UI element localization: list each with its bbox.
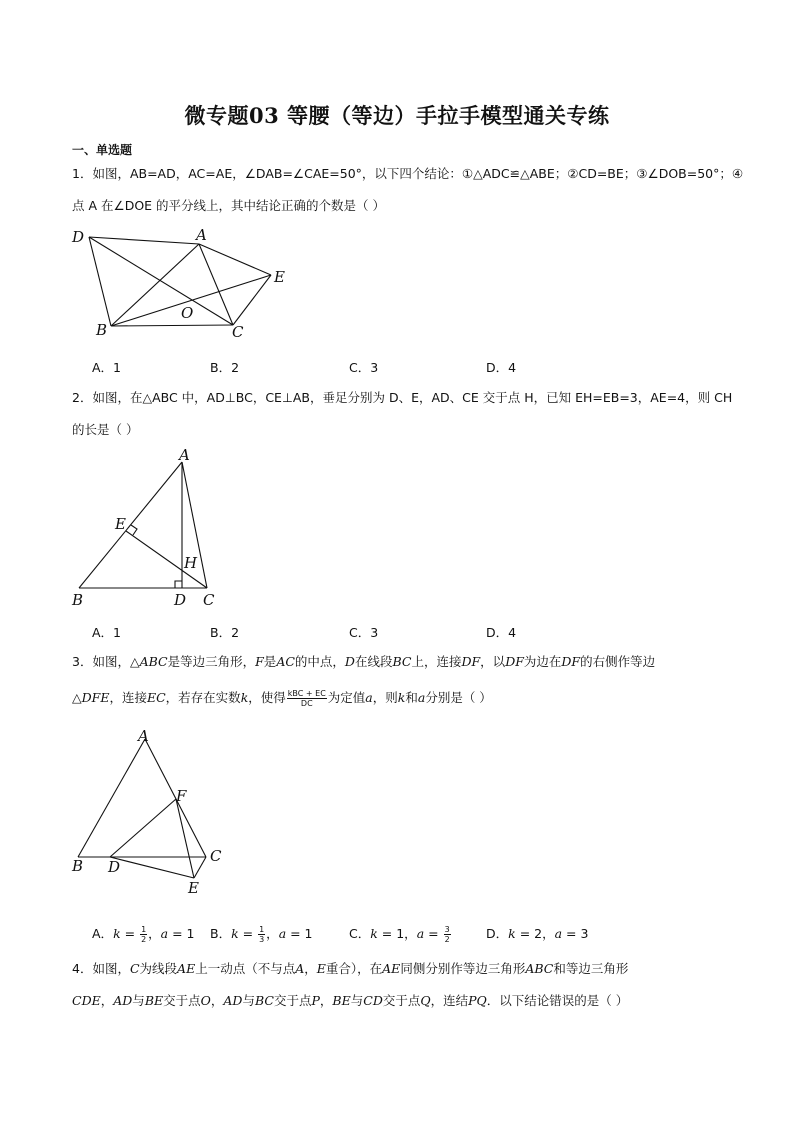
q3-option-c-letter: C． (349, 926, 371, 941)
q3-option-c-k: k (370, 926, 378, 941)
q3-num: 3．如图， (72, 654, 130, 669)
q4-pq: PQ (468, 993, 487, 1008)
q3-fraction-numerator: kBC + EC (287, 689, 326, 698)
q3-segment-ce (194, 857, 206, 878)
q1-option-d[interactable]: D．4 (486, 360, 517, 375)
q3-option-c[interactable] (349, 924, 452, 944)
q4-l2-t10: ，连结 (430, 993, 469, 1008)
q3-fraction (287, 689, 327, 708)
q1-figure (70, 226, 300, 344)
q4-text-line1 (72, 961, 628, 977)
q3-segment-fe (176, 799, 194, 878)
q3-label-e: E (188, 879, 199, 897)
q1-label-d: D (72, 228, 85, 246)
q2-label-d: D (174, 591, 187, 609)
q4-abc: ABC (525, 961, 554, 976)
q3-t4: 的中点， (294, 654, 345, 669)
q4-t3: ， (304, 961, 317, 976)
q4-ad: AD (113, 993, 133, 1008)
q1-option-c[interactable]: C．3 (349, 360, 379, 375)
q4-l2-t5: 与 (242, 993, 255, 1008)
q4-l2-t2: 与 (132, 993, 145, 1008)
q3-label-f: F (176, 787, 187, 805)
q2-label-a: A (179, 446, 190, 464)
q3-k2: k (397, 690, 406, 705)
q3-option-d-eq2: = 3 (562, 926, 589, 941)
q3-option-b-fraction (258, 925, 265, 944)
q4-l2-t1: ， (100, 993, 114, 1008)
q3-t2: 是等边三角形， (167, 654, 256, 669)
q4-l2-t11: ．以下结论错误的是（ ） (486, 993, 629, 1008)
q3-option-a-k: k (113, 926, 121, 941)
q3-l2-tri: △ (72, 690, 82, 705)
q3-option-b-sep: ， (266, 926, 279, 941)
q3-option-a-den: 2 (141, 935, 147, 944)
q3-option-d-letter: D． (486, 926, 509, 941)
q3-l2-t6: 和 (405, 690, 418, 705)
q4-ad2: AD (223, 993, 243, 1008)
q3-option-b-den: 3 (259, 935, 265, 944)
q4-c: C (129, 961, 140, 976)
q3-df: DF (461, 654, 481, 669)
q4-bc: BC (254, 993, 274, 1008)
q3-abc: ABC (139, 654, 168, 669)
q3-option-a-num: 1 (141, 925, 147, 934)
q1-label-a: A (196, 226, 207, 244)
q2-label-c: C (203, 591, 215, 609)
q4-num: 4．如图， (72, 961, 130, 976)
q4-cde: CDE (72, 993, 101, 1008)
q1-option-b[interactable]: B．2 (210, 360, 240, 375)
q4-l2-t7: ， (319, 993, 333, 1008)
q3-l2-t7: 分别是（ ） (425, 690, 492, 705)
q3-option-b-num: 1 (259, 925, 265, 934)
q3-t1: △ (129, 654, 140, 669)
q3-option-a-letter: A． (92, 926, 114, 941)
q3-fraction-denominator: DC (300, 699, 313, 708)
q3-text-line2 (72, 689, 492, 708)
q4-e: E (316, 961, 326, 976)
q3-segment-df (110, 799, 176, 857)
q3-option-a-sep: ， (148, 926, 161, 941)
q3-option-b[interactable] (210, 924, 313, 944)
q3-segment-ab (78, 739, 145, 857)
q1-segment-dc (89, 237, 233, 325)
q3-option-a-eq2: = 1 (168, 926, 195, 941)
q4-ae2: AE (382, 961, 401, 976)
q3-l2-t5: ，则 (372, 690, 398, 705)
q3-dfe: DFE (81, 690, 110, 705)
q3-segment-de (110, 857, 194, 878)
q2-text-line1: 2．如图，在△ABC 中，AD⊥BC，CE⊥AB，垂足分别为 D、E，AD、CE 交于点 H，已知 EH=EB=3，AE=4，则 CH (72, 390, 733, 405)
q2-segment-ba (79, 462, 182, 588)
q4-l2-t9: 交于点 (382, 993, 421, 1008)
q3-bc: BC (392, 654, 412, 669)
q4-q: Q (420, 993, 431, 1008)
q4-p: P (311, 993, 320, 1008)
q3-df2: DF (505, 654, 524, 669)
q3-figure (70, 725, 240, 900)
q2-label-h: H (184, 554, 198, 572)
q3-option-d-eq1: = 2， (515, 926, 555, 941)
q3-option-d-k: k (508, 926, 516, 941)
q4-l2-t8: 与 (350, 993, 364, 1008)
q1-segment-bd (89, 237, 111, 326)
q3-label-a: A (138, 727, 149, 745)
q1-segment-cb (111, 325, 233, 326)
q3-l2-t2: ，若存在实数 (165, 690, 241, 705)
q3-option-a-a: a (160, 926, 169, 941)
q3-a: a (365, 690, 373, 705)
q4-l2-t3: 交于点 (163, 993, 201, 1008)
q3-a2: a (417, 690, 426, 705)
q1-label-c: C (232, 323, 244, 341)
q2-option-c[interactable]: C．3 (349, 625, 379, 640)
q1-text-line1: 1．如图，AB=AD，AC=AE，∠DAB=∠CAE=50°，以下四个结论：①△ADC≌△ABE；②CD=BE；③∠DOB=50°；④ (72, 166, 744, 181)
q4-be: BE (144, 993, 164, 1008)
q4-t1: 为线段 (139, 961, 178, 976)
q4-be2: BE (332, 993, 351, 1008)
q2-option-a[interactable]: A．1 (92, 625, 122, 640)
q1-label-e: E (274, 268, 285, 286)
q4-t5: 同侧分别作等边三角形 (400, 961, 526, 976)
q2-text-line2: 的长是（ ） (72, 422, 139, 437)
q2-right-angle-e (131, 525, 137, 535)
q2-option-d[interactable]: D．4 (486, 625, 517, 640)
q3-option-c-num: 3 (444, 925, 450, 934)
q1-segment-da (89, 237, 199, 244)
q2-option-b[interactable]: B．2 (210, 625, 240, 640)
q4-a: A (295, 961, 305, 976)
q2-label-e: E (115, 515, 126, 533)
q3-option-c-den: 2 (444, 935, 450, 944)
q3-text-line1 (72, 654, 655, 670)
q3-t3: 是 (263, 654, 277, 669)
q3-k: k (240, 690, 249, 705)
q3-option-a-eq1: = (120, 926, 140, 941)
q3-label-c: C (210, 847, 222, 865)
q3-l2-t4: 为定值 (327, 690, 366, 705)
q3-t7: ，以 (480, 654, 506, 669)
q4-ae: AE (177, 961, 196, 976)
q3-t5: 在线段 (354, 654, 393, 669)
q1-text-line2: 点 A 在∠DOE 的平分线上，其中结论正确的个数是（ ） (72, 198, 386, 213)
q3-t6: 上，连接 (411, 654, 462, 669)
q4-t2: 上一动点（不与点 (195, 961, 296, 976)
q3-label-b: B (72, 857, 84, 875)
q3-option-c-eq1: = 1， (377, 926, 417, 941)
q3-option-b-letter: B． (210, 926, 232, 941)
q2-label-b: B (72, 591, 84, 609)
q4-o: O (200, 993, 211, 1008)
q3-ec: EC (146, 690, 166, 705)
q3-option-c-a: a (416, 926, 425, 941)
q3-option-d[interactable] (486, 924, 588, 942)
q3-option-d-a: a (554, 926, 563, 941)
q3-ac: AC (276, 654, 295, 669)
q3-d: D (344, 654, 355, 669)
q4-l2-t6: 交于点 (273, 993, 312, 1008)
q1-segment-ec (233, 275, 271, 325)
q4-t4: 重合），在 (325, 961, 383, 976)
q3-option-c-eq2: = (424, 926, 443, 941)
q3-label-d: D (108, 858, 121, 876)
q4-t6: 和等边三角形 (553, 961, 629, 976)
page-title: 微专题03 等腰（等边）手拉手模型通关专练 (184, 103, 610, 128)
q3-df3: DF (561, 654, 581, 669)
q3-l2-t1: ，连接 (109, 690, 147, 705)
q1-label-b: B (96, 321, 108, 339)
q3-option-a-fraction (140, 925, 147, 944)
q2-right-angle-d (175, 581, 182, 588)
q3-option-c-fraction (444, 925, 451, 944)
q3-option-b-a: a (278, 926, 287, 941)
q3-t9: 的右侧作等边 (580, 654, 656, 669)
q3-option-a[interactable] (92, 924, 195, 944)
q4-l2-t4: ， (210, 993, 224, 1008)
q1-label-o: O (181, 304, 194, 322)
q3-f: F (255, 654, 264, 669)
q3-option-b-eq2: = 1 (286, 926, 313, 941)
section-heading: 一、单选题 (72, 143, 133, 157)
q3-option-b-eq1: = (238, 926, 258, 941)
q3-t8: 为边在 (523, 654, 562, 669)
q4-cd: CD (363, 993, 383, 1008)
q3-option-b-k: k (231, 926, 239, 941)
q1-option-a[interactable]: A．1 (92, 360, 122, 375)
q4-text-line2 (72, 993, 628, 1009)
q2-figure (70, 448, 230, 608)
q3-l2-t3: ，使得 (248, 690, 286, 705)
